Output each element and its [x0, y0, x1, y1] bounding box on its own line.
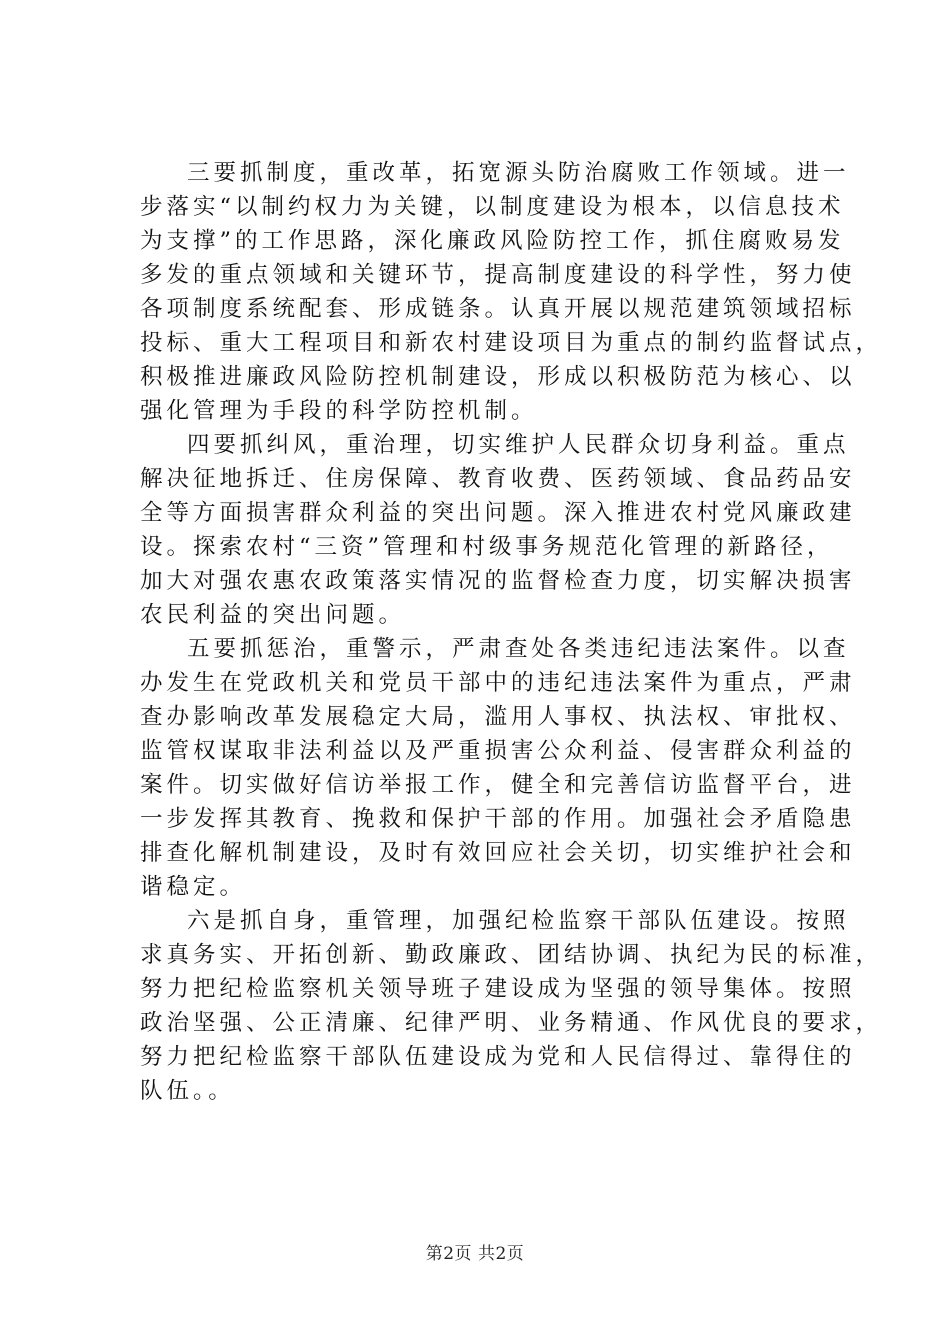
paragraph-line: 排查化解机制建设，及时有效回应社会关切，切实维护社会和: [140, 840, 856, 866]
paragraph-line: 努力把纪检监察机关领导班子建设成为坚强的领导集体。按照: [140, 976, 856, 1002]
paragraph-line: 案件。切实做好信访举报工作，健全和完善信访监督平台，进: [140, 772, 856, 798]
page-footer: [0, 1242, 950, 1266]
paragraph-punishment: [140, 632, 856, 904]
page-number-label: 第2页 共2页: [425, 1244, 525, 1264]
paragraph-line: 谐稳定。: [140, 874, 247, 900]
paragraph-line: 一步发挥其教育、挽救和保护干部的作用。加强社会矛盾隐患: [140, 806, 856, 832]
paragraph-line: 为支撑”的工作思路，深化廉政风险防控工作，抓住腐败易发: [140, 228, 845, 254]
paragraph-line: 多发的重点领域和关键环节，提高制度建设的科学性，努力使: [140, 262, 856, 288]
paragraph-line: 全等方面损害群众利益的突出问题。深入推进农村党风廉政建: [140, 500, 856, 526]
paragraph-line: 农民利益的突出问题。: [140, 602, 406, 628]
paragraph-line: 积极推进廉政风险防控机制建设，形成以积极防范为核心、以: [140, 364, 856, 390]
paragraph-line: 办发生在党政机关和党员干部中的违纪违法案件为重点，严肃: [140, 670, 856, 696]
paragraph-self-management: [140, 904, 883, 1108]
paragraph-correct-conduct: [140, 428, 856, 632]
paragraph-line: 六是抓自身，重管理，加强纪检监察干部队伍建设。按照: [187, 908, 850, 934]
paragraph-line: 五要抓惩治，重警示，严肃查处各类违纪违法案件。以查: [187, 636, 850, 662]
paragraph-line: 队伍。。: [140, 1078, 235, 1104]
paragraph-line: 监管权谋取非法利益以及严重损害公众利益、侵害群众利益的: [140, 738, 856, 764]
paragraph-line: 解决征地拆迁、住房保障、教育收费、医药领域、食品药品安: [140, 466, 856, 492]
paragraph-line: 强化管理为手段的科学防控机制。: [140, 398, 538, 424]
paragraph-line: 步落实“以制约权力为关键，以制度建设为根本，以信息技术: [140, 194, 845, 220]
paragraph-line: 各项制度系统配套、形成链条。认真开展以规范建筑领域招标: [140, 296, 856, 322]
paragraph-line: 加大对强农惠农政策落实情况的监督检查力度，切实解决损害: [140, 568, 856, 594]
paragraph-line: 查办影响改革发展稳定大局，滥用人事权、执法权、审批权、: [140, 704, 856, 730]
paragraph-line: 努力把纪检监察干部队伍建设成为党和人民信得过、靠得住的: [140, 1044, 856, 1070]
paragraph-line: 设。探索农村“三资”管理和村级事务规范化管理的新路径，: [140, 534, 834, 560]
paragraph-line: 求真务实、开拓创新、勤政廉政、团结协调、执纪为民的标准，: [140, 942, 883, 968]
document-body: [140, 156, 883, 1108]
paragraph-line: 四要抓纠风，重治理，切实维护人民群众切身利益。重点: [187, 432, 850, 458]
paragraph-line: 政治坚强、公正清廉、纪律严明、业务精通、作风优良的要求，: [140, 1010, 883, 1036]
paragraph-institution-reform: [140, 156, 883, 428]
paragraph-line: 三要抓制度，重改革，拓宽源头防治腐败工作领域。进一: [187, 160, 850, 186]
paragraph-line: 投标、重大工程项目和新农村建设项目为重点的制约监督试点，: [140, 330, 883, 356]
